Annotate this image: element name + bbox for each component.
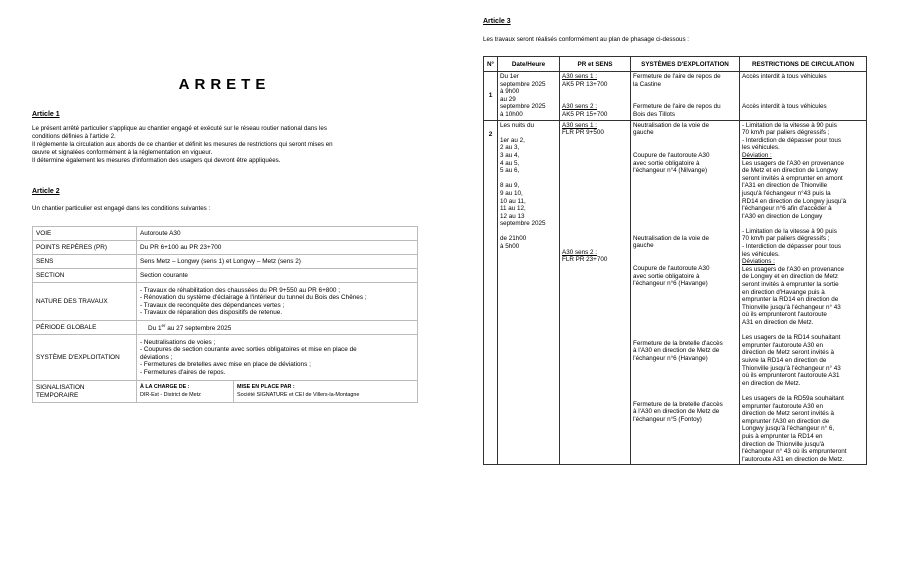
text-line: Thionville jusqu'à l'échangeur n° 43 — [742, 303, 841, 311]
text-line: 4 au 5, — [500, 159, 520, 167]
text-line: l'échangeur n°6 (Havange) — [633, 280, 708, 288]
text-line: seront invités à emprunter en amont — [742, 174, 843, 182]
list-item: - Rénovation du système d'éclairage à l'intérieur du tunnel du Bois des Chênes ; — [140, 294, 367, 302]
date-cell — [498, 120, 560, 465]
phase-number: 1 — [484, 72, 498, 121]
text-line: septembre 2025 — [500, 220, 546, 228]
text-line: à l'A30 en direction de Metz de — [633, 347, 720, 355]
text-line: avec sortie obligatoire à — [633, 272, 700, 280]
article-3-intro: Les travaux seront réalisés conformément au plan de phasage ci-dessous : — [483, 36, 690, 43]
text-line: à 9h00 — [500, 88, 520, 96]
label-line: TEMPORAIRE — [36, 391, 79, 399]
text-line: l'échangeur n°6 afin d'accéder à — [742, 205, 832, 213]
list-item: - Coupures de section courante avec sorties obligatoires et mise en place de — [140, 346, 357, 354]
text-line: Accès interdit à tous véhicules — [742, 103, 827, 111]
text-line: 1er au 2, — [500, 136, 525, 144]
text-line: Il détermine également les mesures d'information des usagers qui devront être appliquées. — [32, 157, 281, 164]
text-line: l'autoroute A31 en direction de Metz. — [742, 455, 845, 463]
text-line: direction de Thionville jusqu'à — [742, 440, 825, 448]
text-line: RD14 en direction de Longwy jusqu'à — [742, 197, 847, 205]
text-line: les véhicules. — [742, 250, 780, 258]
table-header-row — [484, 57, 867, 72]
table-row — [33, 255, 418, 269]
pr-cell — [560, 72, 631, 121]
pr-value: AK5 PR 13+700 — [562, 80, 608, 88]
text-line: - Limitation de la vitesse à 90 puis — [742, 227, 837, 235]
charge-value: DIR-Est - District de Metz — [140, 391, 201, 398]
column-header: PR et SENS — [560, 57, 631, 72]
column-header: RESTRICTIONS DE CIRCULATION — [740, 57, 867, 72]
pr-heading: A30 sens 2 : — [562, 103, 598, 111]
text-line: Fermeture de la bretelle d'accès — [633, 400, 723, 408]
text-line: conditions définies à l'article 2. — [32, 133, 116, 140]
system-cell — [631, 72, 740, 121]
text-line: Neutralisation de la voie de — [633, 234, 709, 242]
text-line: gauche — [633, 242, 654, 250]
article-2-intro: Un chantier particulier est engagé dans les conditions suivantes : — [32, 205, 211, 212]
text-line: Du 1er — [500, 73, 519, 80]
text-line: l'A31 en direction de Thionville — [742, 182, 828, 190]
table-row — [484, 120, 867, 465]
text-line: suivre la RD14 en direction de — [742, 356, 827, 364]
text-line: Les usagers de l'A30 en provenance — [742, 159, 845, 167]
text-line: œuvre et signalées conformément à la réglementation en vigueur. — [32, 149, 213, 156]
place-title: MISE EN PLACE PAR : — [237, 384, 295, 391]
article-1-text — [32, 125, 333, 165]
table-row — [33, 227, 418, 241]
table-row — [33, 381, 418, 403]
text-line: A31 en direction de Metz. — [742, 319, 814, 326]
text-line: 70 km/h par paliers dégressifs ; — [742, 235, 830, 243]
text-line: Fermeture de l'aire de repos du — [633, 103, 721, 111]
deviation-heading: Déviations : — [742, 258, 775, 266]
ordinal-suffix: er — [161, 323, 166, 329]
conditions-table — [32, 226, 418, 403]
text-line: Longwy jusqu'à l'échangeur n° 6, — [742, 425, 835, 433]
text-line: - Limitation de la vitesse à 90 puis — [742, 121, 837, 129]
text-line: Coupure de l'autoroute A30 — [633, 151, 710, 159]
text-line: Fermeture de la bretelle d'accès — [633, 339, 723, 347]
list-item: - Travaux de réhabilitation des chaussées du PR 9+550 au PR 6+800 ; — [140, 286, 341, 294]
text-line: 8 au 9, — [500, 182, 520, 190]
pr-cell — [560, 120, 631, 465]
text-line: Coupure de l'autoroute A30 — [633, 265, 710, 273]
deviation-heading: Déviation : — [742, 151, 772, 159]
text-line: au 29 — [500, 95, 516, 103]
text-line: 12 au 13 — [500, 212, 525, 220]
text-line: 5 au 6, — [500, 167, 520, 175]
text-line: direction de Metz seront invités à — [742, 349, 835, 357]
system-cell — [631, 120, 740, 465]
text-line: Il réglemente la circulation aux abords de ce chantier et définit les mesures de restrictions qui seront mises en — [32, 141, 333, 148]
text-line: emprunter la RD14 en direction de — [742, 296, 839, 304]
text-line: Le présent arrêté particulier s'applique au chantier engagé et exécuté sur le réseau routier national dans les — [32, 125, 327, 132]
text-line: Neutralisation de la voie de — [633, 121, 709, 129]
row-value — [137, 321, 418, 335]
period-start: Du 1 — [148, 325, 162, 333]
text-line: 2 au 3, — [500, 144, 520, 152]
table-row — [484, 72, 867, 121]
row-value — [137, 283, 418, 321]
article-1-heading: Article 1 — [32, 111, 60, 118]
text-line: gauche — [633, 129, 654, 137]
row-value: Autoroute A30 — [137, 227, 418, 241]
text-line: 9 au 10, — [500, 189, 523, 197]
text-line: l'échangeur n°5 (Fontoy) — [633, 415, 702, 423]
text-line: 3 au 4, — [500, 151, 520, 159]
table-row — [33, 321, 418, 335]
text-line: Les usagers de l'A30 en provenance — [742, 265, 845, 273]
row-label: POINTS REPÈRES (PR) — [33, 241, 137, 255]
text-line: 70 km/h par paliers dégressifs ; — [742, 129, 830, 137]
text-line: Bois des Tillots — [633, 110, 675, 118]
restriction-cell — [740, 72, 867, 121]
list-item: - Travaux de reconquête des dépendances vertes ; — [140, 301, 285, 309]
text-line: les véhicules. — [742, 144, 780, 152]
row-label: PÉRIODE GLOBALE — [33, 321, 137, 335]
row-label: SECTION — [33, 269, 137, 283]
text-line: septembre 2025 — [500, 80, 546, 88]
text-line: où ils emprunteront l'autoroute — [742, 311, 827, 319]
document-title: ARRETE — [178, 76, 271, 93]
charge-title: À LA CHARGE DE : — [140, 384, 190, 391]
article-2-heading: Article 2 — [32, 188, 60, 195]
text-line: l'échangeur n°4 (Nilvange) — [633, 167, 708, 175]
row-value: Sens Metz – Longwy (sens 1) et Longwy – Metz (sens 2) — [137, 255, 418, 269]
row-value: Du PR 6+100 au PR 23+700 — [137, 241, 418, 255]
text-line: où ils emprunteront l'autoroute A31 — [742, 372, 840, 380]
table-row — [33, 269, 418, 283]
column-header: SYSTÈMES D'EXPLOITATION — [631, 57, 740, 72]
text-line: direction de Metz seront invités à — [742, 410, 835, 418]
charge-cell — [137, 381, 234, 403]
list-item: - Travaux de réparation des dispositifs de retenue. — [140, 308, 283, 316]
text-line: l'échangeur n° 43 où ils emprunteront — [742, 448, 847, 456]
row-value: Section courante — [137, 269, 418, 283]
text-line: avec sortie obligatoire à — [633, 159, 700, 167]
label-line: SIGNALISATION — [36, 384, 85, 392]
text-line: jusqu'à l'échangeur n°43 puis la — [742, 189, 831, 197]
row-label: NATURE DES TRAVAUX — [33, 283, 137, 321]
text-line: Fermeture de l'aire de repos de — [633, 73, 721, 80]
text-line: la Castine — [633, 80, 662, 88]
text-line: emprunter l'autoroute A30 en — [742, 402, 824, 410]
row-label: SENS — [33, 255, 137, 269]
place-value: Société SIGNATURE et CEI de Villers-la-Montagne — [237, 391, 360, 398]
phasing-table — [483, 56, 867, 465]
text-line: de Metz et en direction de Longwy — [742, 167, 838, 175]
text-line: 11 au 12, — [500, 205, 526, 213]
pr-value: FLR PR 23+700 — [562, 256, 608, 264]
text-line: Accès interdit à tous véhicules — [742, 73, 827, 80]
pr-heading: A30 sens 1 : — [562, 121, 598, 129]
pr-heading: A30 sens 1 : — [562, 73, 598, 80]
text-line: l'A30 en direction de Longwy — [742, 212, 823, 220]
list-item: - Neutralisations de voies ; — [140, 338, 216, 346]
list-item: - Fermetures de bretelles avec mise en place de déviations ; — [140, 361, 311, 369]
text-line: de Longwy et en direction de Metz — [742, 273, 838, 281]
table-row — [33, 335, 418, 381]
row-label: SYSTÈME D'EXPLOITATION — [33, 335, 137, 381]
table-row — [33, 283, 418, 321]
list-item: - Fermetures d'aires de repos. — [140, 368, 226, 376]
column-header: Date/Heure — [498, 57, 560, 72]
phase-number: 2 — [484, 120, 498, 465]
text-line: - Interdiction de dépasser pour tous — [742, 243, 842, 251]
list-item: déviations ; — [140, 353, 173, 361]
text-line: septembre 2025 — [500, 103, 546, 111]
column-header: N° — [484, 57, 498, 72]
period-end: au 27 septembre 2025 — [165, 325, 232, 333]
text-line: à l'A30 en direction de Metz de — [633, 408, 720, 416]
row-label — [33, 381, 137, 403]
text-line: l'échangeur n°6 (Havange) — [633, 355, 708, 363]
place-cell — [234, 381, 418, 403]
text-line: Les usagers de la RD14 souhaitant — [742, 334, 841, 342]
date-cell — [498, 72, 560, 121]
text-line: puis à emprunter la RD14 en — [742, 432, 823, 440]
text-line: emprunter l'A30 en direction de — [742, 417, 830, 425]
text-line: - Interdiction de dépasser pour tous — [742, 136, 842, 144]
text-line: de 21h00 — [500, 235, 527, 243]
text-line: en direction d'Havange puis à — [742, 288, 825, 296]
pr-value: FLR PR 9+500 — [562, 129, 604, 137]
text-line: en direction de Metz. — [742, 379, 801, 387]
row-value — [137, 335, 418, 381]
restriction-cell — [740, 120, 867, 465]
text-line: Les nuits du — [500, 121, 534, 129]
pr-heading: A30 sens 2 : — [562, 248, 598, 256]
text-line: à 5h00 — [500, 243, 520, 251]
row-label: VOIE — [33, 227, 137, 241]
text-line: à 10h00 — [500, 110, 523, 118]
text-line: Thionville jusqu'à l'échangeur n° 43 — [742, 364, 841, 372]
table-row — [33, 241, 418, 255]
text-line: Les usagers de la RD59a souhaitant — [742, 394, 844, 402]
pr-value: AK5 PR 15+700 — [562, 110, 608, 118]
article-3-heading: Article 3 — [483, 18, 511, 25]
text-line: emprunter l'autoroute A30 en — [742, 341, 824, 349]
text-line: seront invités à emprunter la sortie — [742, 281, 839, 289]
text-line: 10 au 11, — [500, 197, 526, 205]
